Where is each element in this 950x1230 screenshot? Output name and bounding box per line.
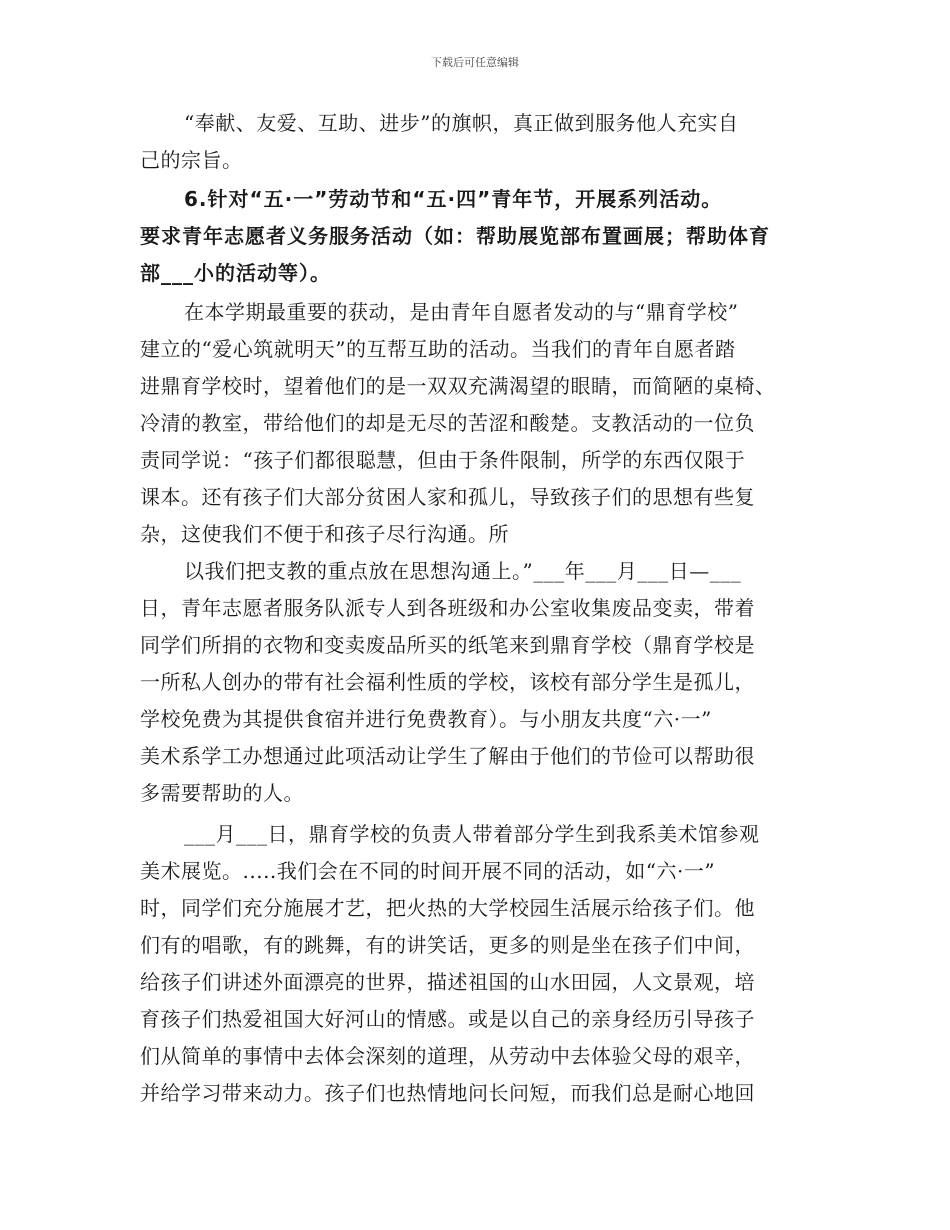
text-line: 多需要帮助的人。 xyxy=(140,781,304,805)
text-line: ___月___日，鼎育学校的负责人带着部分学生到我系美术馆参观 xyxy=(184,822,760,846)
text-line: 并给学习带来动力。孩子们也热情地问长问短，而我们总是耐心地回 xyxy=(140,1081,755,1105)
text-line: 日，青年志愿者服务队派专人到各班级和办公室收集废品变卖，带着 xyxy=(140,596,755,620)
text-line: 己的宗旨。 xyxy=(140,148,243,172)
heading-line: 6.针对“五·一”劳动节和“五·四”青年节，开展系列活动。 xyxy=(184,187,723,211)
text-line: 以我们把支教的重点放在思想沟通上。”___年___月___日—___ xyxy=(184,559,742,583)
paragraph xyxy=(140,816,820,1112)
text-line: 时，同学们充分施展才艺，把火热的大学校园生活展示给孩子们。他 xyxy=(140,896,755,920)
text-line: “奉献、友爱、互助、进步”的旗帜，真正做到服务他人充实自 xyxy=(184,111,739,135)
text-line: 们从简单的事情中去体会深刻的道理，从劳动中去体验父母的艰辛， xyxy=(140,1044,755,1068)
paragraph-continuation xyxy=(140,105,820,179)
text-line: 杂，这使我们不便于和孩子尽行沟通。所 xyxy=(140,522,509,546)
text-line: 学校免费为其提供食宿并进行免费教育）。与小朋友共度“六·一” xyxy=(140,707,712,731)
paragraph xyxy=(140,294,820,553)
text-line: 美术展览。.....我们会在不同的时间开展不同的活动，如“六·一” xyxy=(140,859,716,883)
text-line: 们有的唱歌，有的跳舞，有的讲笑话，更多的则是坐在孩子们中间， xyxy=(140,933,755,957)
page-header: 下载后可任意编辑 xyxy=(431,56,519,69)
text-line: 在本学期最重要的获动，是由青年自愿者发动的与“鼎育学校” xyxy=(184,300,739,324)
text-line: 责同学说：“孩子们都很聪慧，但由于条件限制，所学的东西仅限于 xyxy=(140,448,746,472)
text-line: 一所私人创办的带有社会福利性质的学校，该校有部分学生是孤儿， xyxy=(140,670,755,694)
section-heading xyxy=(140,181,820,292)
document-body xyxy=(140,105,820,1112)
text-line: 进鼎育学校时，望着他们的是一双双充满渴望的眼睛，而简陋的桌椅、 xyxy=(140,374,776,398)
text-line: 同学们所捐的衣物和变卖废品所买的纸笔来到鼎育学校（鼎育学校是 xyxy=(140,633,755,657)
text-line: 课本。还有孩子们大部分贫困人家和孤儿，导致孩子们的思想有些复 xyxy=(140,485,755,509)
text-line: 育孩子们热爱祖国大好河山的情感。或是以自己的亲身经历引导孩子 xyxy=(140,1007,755,1031)
text-line: 冷清的教室，带给他们的却是无尽的苦涩和酸楚。支教活动的一位负 xyxy=(140,411,755,435)
text-line: 建立的“爱心筑就明天”的互帮互助的活动。当我们的青年自愿者踏 xyxy=(140,337,736,361)
heading-line: 部___小的活动等）。 xyxy=(140,261,331,285)
text-line: 美术系学工办想通过此项活动让学生了解由于他们的节俭可以帮助很 xyxy=(140,744,755,768)
heading-line: 要求青年志愿者义务服务活动（如：帮助展览部布置画展；帮助体育 xyxy=(140,224,770,248)
paragraph xyxy=(140,553,820,812)
text-line: 给孩子们讲述外面漂亮的世界，描述祖国的山水田园，人文景观，培 xyxy=(140,970,755,994)
